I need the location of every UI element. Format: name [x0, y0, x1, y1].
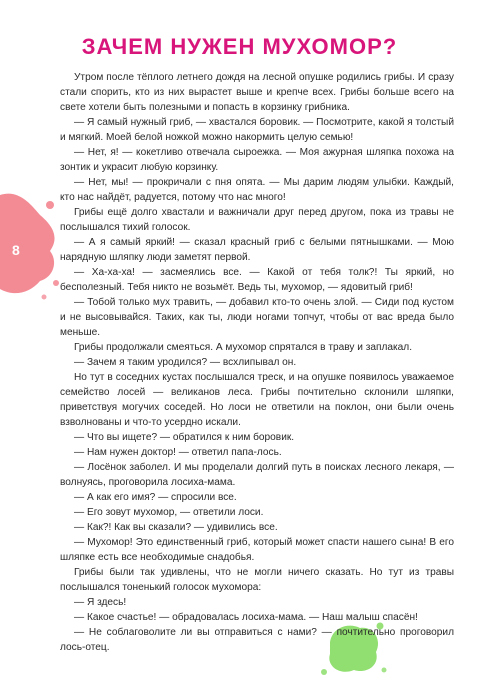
paragraph: Грибы ещё долго хвастали и важничали друг перед другом, пока из травы не послышался тихий голосок. — [60, 207, 454, 233]
red-paint-splash — [0, 185, 62, 305]
paragraph: — Зачем я таким уродился? — всхлипывал он. — [74, 357, 297, 368]
paragraph: — Нет, мы! — прокричали с пня опята. — Мы дарим людям улыбки. Каждый, кто нас найдёт, радуется, потому что нас много! — [60, 177, 454, 203]
paragraph: Грибы были так удивлены, что не могли ничего сказать. Но тут из травы послышался тоненький голосок мухомора: — [60, 567, 454, 593]
paragraph: — Его зовут мухомор, — ответили лоси. — [74, 507, 264, 518]
paragraph: — Я самый нужный гриб, — хвастался боровик. — Посмотрите, какой я толстый и мягкий. Моей белой ножкой можно накормить целую семью! — [60, 117, 454, 143]
paragraph: Но тут в соседних кустах послышался треск, и на опушке появилось уважаемое семейство лосей — великанов леса. Грибы почтительно склонили шляпки, приветствуя могучих соседей. Но лоси не ответили на поклон, они были очень взволнованы и что-то усердно искали. — [60, 372, 454, 428]
paragraph: — Мухомор! Это единственный гриб, который может спасти нашего сына! В его шляпке есть все необходимые снадобья. — [60, 537, 454, 563]
paragraph: — Не соблаговолите ли вы отправиться с нами? — почтительно проговорил лось-отец. — [60, 627, 454, 653]
page-number: 8 — [12, 242, 20, 258]
paragraph: — А я самый яркий! — сказал красный гриб с белыми пятнышками. — Мою нарядную шляпку люди заметят первой. — [60, 237, 454, 263]
paragraph: — Какое счастье! — обрадовалась лосиха-мама. — Наш малыш спасён! — [74, 612, 418, 623]
paragraph: — А как его имя? — спросили все. — [74, 492, 237, 503]
paragraph: Утром после тёплого летнего дождя на лесной опушке родились грибы. И сразу стали спорить, кто из них вырастет выше и крепче всех. Грибы больше всего на свете хотели быть полезными и попасть в корзинку грибника. — [60, 72, 454, 113]
paragraph: — Нам нужен доктор! — ответил папа-лось. — [74, 447, 282, 458]
paragraph: — Я здесь! — [74, 597, 127, 608]
story-text — [60, 70, 454, 655]
paragraph: — Лосёнок заболел. И мы проделали долгий путь в поисках лесного лекаря, — волнуясь, проговорила лосиха-мама. — [60, 462, 454, 488]
paragraph: — Ха-ха-ха! — засмеялись все. — Какой от тебя толк?! Ты яркий, но бесполезный. Тебя никто не возьмёт. Ведь ты, мухомор, — ядовитый гриб! — [60, 267, 454, 293]
paragraph: — Что вы ищете? — обратился к ним боровик. — [74, 432, 295, 443]
paragraph: — Тобой только мух травить, — добавил кто-то очень злой. — Сиди под кустом и не высовывайся. Таких, как ты, люди ногами топчут, чтобы от вас вреда было меньше. — [60, 297, 454, 338]
page-title: ЗАЧЕМ НУЖЕН МУХОМОР? — [81, 34, 398, 59]
paragraph: Грибы продолжали смеяться. А мухомор спрятался в траву и заплакал. — [74, 342, 413, 353]
paragraph: — Нет, я! — кокетливо отвечала сыроежка. — Моя ажурная шляпка похожа на зонтик и украсит любую корзинку. — [60, 147, 454, 173]
paragraph: — Как?! Как вы сказали? — удивились все. — [74, 522, 278, 533]
